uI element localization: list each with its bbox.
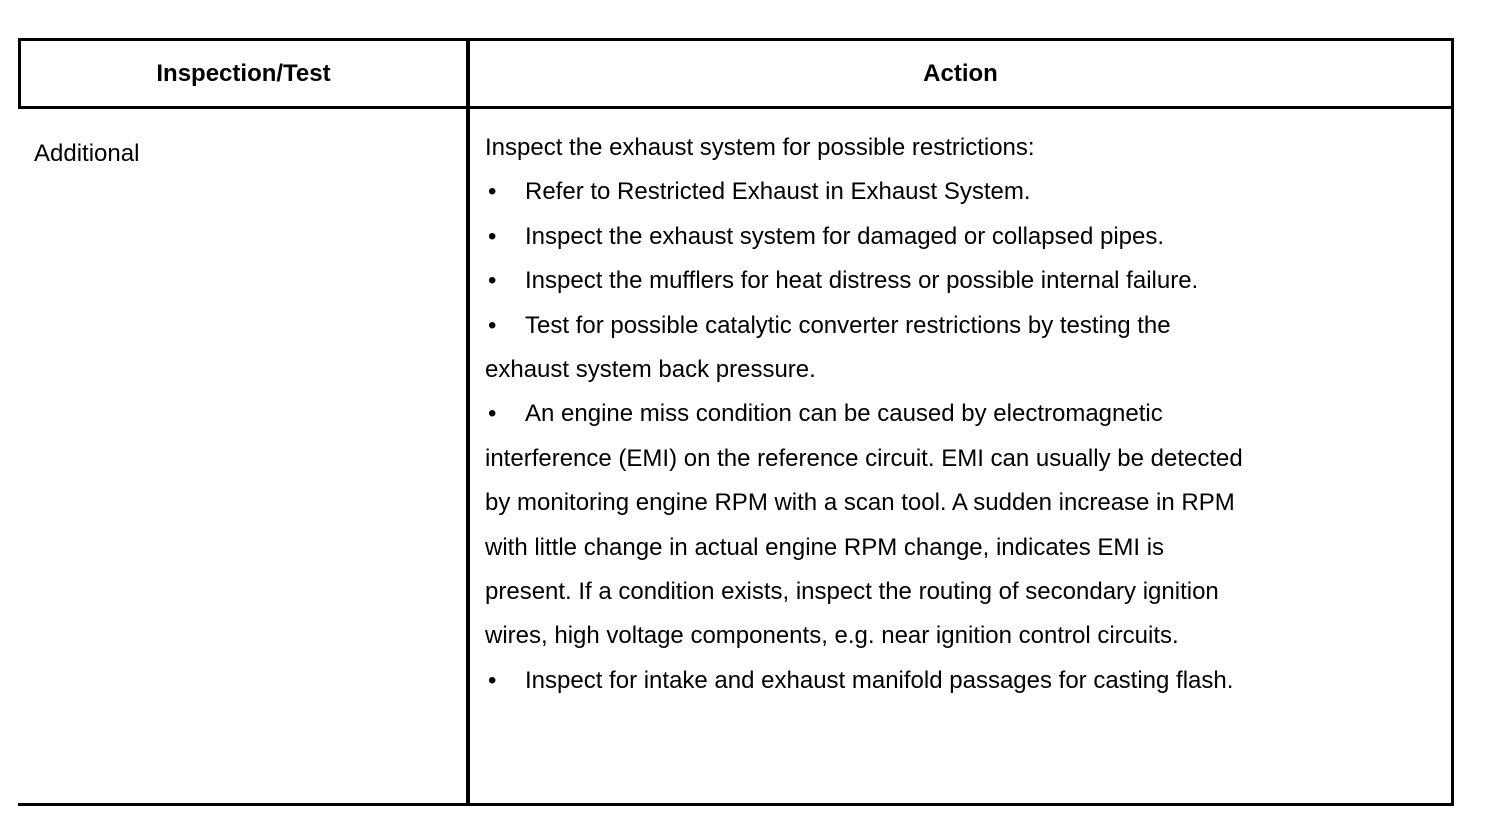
list-item xyxy=(485,170,1385,214)
column-divider xyxy=(466,38,470,806)
header-inspection-test: Inspection/Test xyxy=(156,59,331,87)
continuation-line: exhaust system back pressure. xyxy=(485,356,816,384)
action-intro: Inspect the exhaust system for possible restrictions: xyxy=(485,134,1035,161)
bullet-text: Refer to Restricted Exhaust in Exhaust System. xyxy=(525,178,1031,206)
bullet-text: Inspect the exhaust system for damaged or collapsed pipes. xyxy=(525,222,1165,250)
continuation-line: present. If a condition exists, inspect the routing of secondary ignition xyxy=(485,578,1219,606)
continuation-line: with little change in actual engine RPM change, indicates EMI is xyxy=(485,533,1165,561)
action-cell xyxy=(485,126,1385,703)
bullet-text: Inspect the mufflers for heat distress or possible internal failure. xyxy=(525,267,1199,295)
bullet-marker: • xyxy=(488,400,497,428)
bullet-marker: • xyxy=(488,311,497,339)
bullet-marker: • xyxy=(488,222,497,250)
list-item xyxy=(485,659,1385,703)
bullet-text: An engine miss condition can be caused by electromagnetic xyxy=(525,400,1163,428)
header-action: Action xyxy=(923,59,998,87)
list-item xyxy=(485,392,1385,436)
list-item xyxy=(485,215,1385,259)
continuation-line: wires, high voltage components, e.g. near ignition control circuits. xyxy=(485,622,1179,650)
inspection-cell: Additional xyxy=(34,140,140,167)
continuation-line: interference (EMI) on the reference circuit. EMI can usually be detected xyxy=(485,444,1243,472)
continuation-line: by monitoring engine RPM with a scan tool. A sudden increase in RPM xyxy=(485,489,1235,517)
bullet-marker: • xyxy=(488,267,497,295)
list-item xyxy=(485,259,1385,303)
list-item xyxy=(485,304,1385,348)
bullet-text: Test for possible catalytic converter restrictions by testing the xyxy=(525,311,1171,339)
bullet-text: Inspect for intake and exhaust manifold passages for casting flash. xyxy=(525,666,1234,694)
diagnostic-table xyxy=(18,38,1454,806)
header-divider xyxy=(18,106,1454,109)
table-right-border xyxy=(1451,38,1454,806)
bullet-marker: • xyxy=(488,666,497,694)
bullet-marker: • xyxy=(488,178,497,206)
table-bottom-border xyxy=(18,803,1454,806)
